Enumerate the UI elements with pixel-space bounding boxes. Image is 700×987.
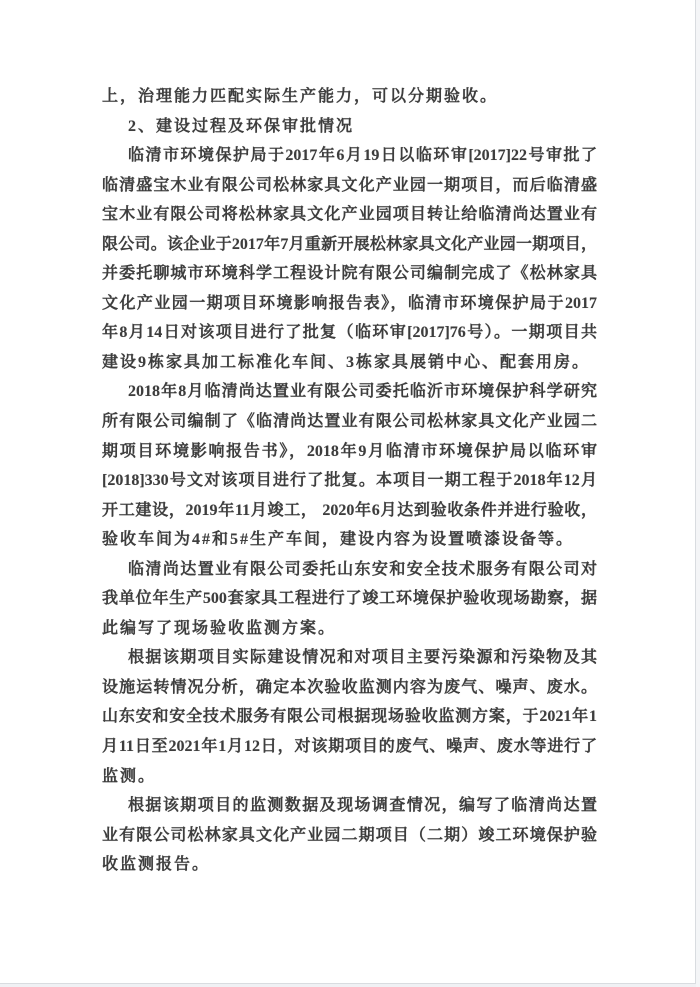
text-line: 我单位年生产500套家具工程进行了竣工环境保护验收现场勘察，据: [102, 590, 597, 608]
text-line: 2018年8月临清尚达置业有限公司委托临沂市环境保护科学研究: [128, 383, 597, 401]
text-line: 期项目环境影响报告书》，2018年9月临清市环境保护局以临环审: [102, 442, 597, 460]
text-line: 收监测报告。: [102, 856, 211, 874]
text-line: 此编写了现场验收监测方案。: [102, 619, 337, 637]
text-line: 业有限公司松林家具文化产业园二期项目（二期）竣工环境保护验: [102, 826, 597, 844]
text-line: 宝木业有限公司将松林家具文化产业园项目转让给临清尚达置业有: [102, 206, 597, 224]
text-line: 限公司。该企业于2017年7月重新开展松林家具文化产业园一期项目，: [102, 235, 597, 253]
text-line: 验收车间为4#和5#生产车间，建设内容为设置喷漆设备等。: [102, 531, 575, 549]
text-line: 临清市环境保护局于2017年6月19日以临环审[2017]22号审批了: [128, 147, 597, 165]
text-line: 监测。: [102, 767, 157, 785]
text-line: 临清尚达置业有限公司委托山东安和安全技术服务有限公司对: [128, 560, 597, 578]
text-line: 设施运转情况分析，确定本次验收监测内容为废气、噪声、废水。: [102, 678, 597, 696]
text-line: 临清盛宝木业有限公司松林家具文化产业园一期项目，而后临清盛: [102, 176, 597, 194]
text-line: 根据该期项目的监测数据及现场调查情况，编写了临清尚达置: [128, 797, 597, 815]
text-line: 山东安和安全技术服务有限公司根据现场验收监测方案，于2021年1: [102, 708, 597, 726]
text-line: 根据该期项目实际建设情况和对项目主要污染源和污染物及其: [128, 649, 597, 667]
text-line: 所有限公司编制了《临清尚达置业有限公司松林家具文化产业园二: [102, 413, 597, 431]
text-line: [2018]330号文对该项目进行了批复。本项目一期工程于2018年12月: [102, 472, 597, 490]
page-bottom-edge: [0, 983, 696, 987]
text-line: 文化产业园一期项目环境影响报告表》，临清市环境保护局于2017: [102, 294, 597, 312]
text-line: 上，治理能力匹配实际生产能力，可以分期验收。: [102, 88, 499, 105]
text-line: 2、建设过程及环保审批情况: [128, 117, 355, 135]
text-line: 并委托聊城市环境科学工程设计院有限公司编制完成了《松林家具: [102, 265, 597, 283]
text-line: 年8月14日对该项目进行了批复（临环审[2017]76号）。一期项目共: [102, 324, 597, 342]
document-body: [102, 82, 597, 880]
page-right-edge: [695, 0, 700, 987]
text-line: 月11日至2021年1月12日，对该期项目的废气、噪声、废水等进行了: [102, 738, 597, 756]
text-line: 建设9栋家具加工标准化车间、3栋家具展销中心、配套用房。: [102, 353, 591, 371]
text-line: 开工建设，2019年11月竣工， 2020年6月达到验收条件并进行验收，: [102, 501, 597, 519]
